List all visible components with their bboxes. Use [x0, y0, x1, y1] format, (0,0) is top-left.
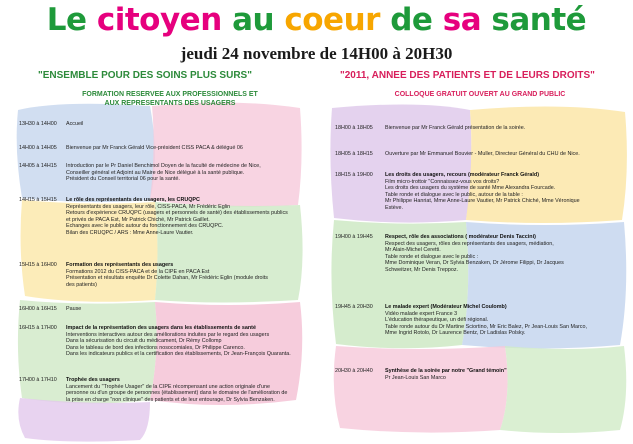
entry-time: 20H30 à 20H40 — [335, 368, 373, 374]
entry-line: L'éducation thérapeutique, un défi régional. — [385, 317, 489, 324]
entry-line: Bienvenue par Mr Franck Gérald Vice-président CISS PACA & délégué 06 — [66, 145, 243, 151]
entry-description — [66, 145, 243, 152]
entry-line: et privés de PACA Est, Mr Patrick Chiché, Mr Patrick Gaillet. — [66, 216, 210, 223]
entry-time: 16H15 à 17H00 — [19, 325, 57, 331]
title-word: de — [390, 2, 433, 38]
entry-session-title: Le rôle des représentants des usagers, les CRUQPC — [66, 197, 200, 203]
entry-line: des patients) — [66, 281, 97, 288]
left-subheading-line: FORMATION RESERVEE AUX PROFESSIONNELS ET — [82, 91, 258, 98]
left-column-subheading — [45, 90, 295, 108]
left-subheading-line: AUX REPRESENTANTS DES USAGERS — [104, 100, 236, 107]
entry-time: 14H00 à 14H05 — [19, 145, 57, 151]
entry-line: Mme Dominique Veran, Dr Sylvia Benzaken, Dr Jérome Filippi, Dr Jacques — [385, 260, 564, 267]
purple-paint-blotch — [18, 398, 150, 442]
entry-session-title: Les droits des usagers, recours (modérateur Franck Gérald) — [385, 172, 539, 178]
entry-line: Dans le tableau de bord des infections nosocomiales, Dr Philippe Carenco. — [66, 344, 245, 351]
title-word: Le — [46, 2, 87, 38]
entry-time: 18H15 à 19H00 — [335, 172, 373, 178]
entry-description — [66, 163, 261, 183]
entry-session-title: Synthèse de la soirée par notre "Grand témoin" — [385, 368, 507, 374]
entry-line: Dans les indicateurs publics et la certification des établissements, Dr Jean-François Quaranta. — [66, 351, 291, 358]
entry-description — [385, 151, 580, 158]
entry-line: Pause — [66, 306, 82, 312]
right-column-heading: "2011, ANNEE DES PATIENTS ET DE LEURS DROITS" — [340, 70, 595, 81]
entry-line: Mr Alain-Michel Ceretti. — [385, 247, 441, 254]
entry-line: Conseiller général et Adjoint au Maire de Nice délégué à la santé publique. — [66, 169, 245, 176]
entry-time: 19H45 à 20H30 — [335, 304, 373, 310]
entry-description — [66, 325, 291, 358]
entry-line: Table ronde et dialogue avec le public : — [385, 253, 479, 260]
entry-line: Respect des usagers, rôles des représentants des usagers, médiation, — [385, 240, 554, 247]
right-column-subheading — [345, 90, 615, 99]
entry-line: Présentation et résultats enquête Dr Colette Dahan, Mr Frédéric Eglin (module droits — [66, 275, 268, 282]
entry-line: personne ou d'un groupe de personnes (établissement) dans le domaine de l'amélioration de — [66, 390, 288, 397]
entry-description — [385, 304, 587, 337]
entry-line: Film micro-trottoir "Connaissez-vous vos droits? — [385, 178, 500, 185]
entry-line: Ouverture par Mr Emmanuel Bouvier - Muller, Directeur Général du CHU de Nice. — [385, 151, 580, 157]
title-word: santé — [491, 2, 587, 38]
entry-session-title: Impact de la représentation des usagers dans les établissements de santé — [66, 325, 256, 331]
entry-line: Introduction par le Pr Daniel Benchimol Doyen de la faculté de médecine de Nice, — [66, 163, 261, 169]
entry-line: la prise en charge "non clinique" des patients et de leur entourage, Dr Sylvia Benzaken. — [66, 396, 275, 403]
entry-line: Table ronde autour du Dr Martine Sciortino, Mr Eric Balez, Pr Jean-Louis San Marco, — [385, 323, 587, 330]
entry-line: Estève. — [385, 204, 403, 211]
entry-line: Formations 2012 du CISS-PACA et de la CIPE en PACA Est — [66, 268, 210, 275]
entry-line: Schweitzer, Mr Denis Treppoz. — [385, 266, 459, 273]
entry-line: Lancement du "Trophée Usager" de la CIPE récompensant une action originale d'une — [66, 383, 270, 390]
entry-line: Mr Philippe Hanriat, Mme Anne-Laure Vautier, Mr Patrick Chiché, Mme Véronique — [385, 198, 580, 205]
event-date-subtitle: jeudi 24 novembre de 14H00 à 20H30 — [180, 44, 453, 63]
entry-line: Table ronde et dialogue avec le public, autour de la table : — [385, 191, 523, 198]
entry-time: 18H05 à 18H15 — [335, 151, 373, 157]
title-word: sa — [442, 2, 482, 38]
entry-time: 19H00 à 19H45 — [335, 234, 373, 240]
entry-description — [385, 125, 525, 132]
entry-session-title: Respect, rôle des associations ( modérateur Denis Taccini) — [385, 234, 536, 240]
entry-session-title: Trophée des usagers — [66, 377, 120, 383]
title-word: coeur — [284, 2, 380, 38]
entry-line: Dans la sécurisation du circuit du médicament, Dr Rémy Collomp — [66, 338, 222, 345]
entry-time: 16H00 à 16H15 — [19, 306, 57, 312]
entry-description — [66, 121, 83, 128]
green-paint-blotch — [500, 346, 626, 433]
entry-line: Les droits des usagers du système de santé Mme Alexandra Fourcade. — [385, 185, 556, 192]
blue-paint-blotch — [17, 104, 155, 202]
entry-description — [66, 262, 268, 288]
entry-description — [385, 234, 564, 274]
entry-time: 15H15 à 16H00 — [19, 262, 57, 268]
entry-time: 14H05 à 14H15 — [19, 163, 57, 169]
entry-time: 17H00 à 17H10 — [19, 377, 57, 383]
entry-session-title: Formation des représentants des usagers — [66, 262, 174, 268]
title-word: au — [232, 2, 275, 38]
title-word: citoyen — [96, 2, 222, 38]
right-subheading-line: COLLOQUE GRATUIT OUVERT AU GRAND PUBLIC — [394, 91, 566, 98]
entry-line: Représentants des usagers, leur rôle, CISS-PACA, Mr Frédéric Eglin — [66, 203, 231, 210]
entry-description — [385, 368, 507, 381]
entry-description — [385, 172, 580, 212]
entry-time: 18H00 à 18H05 — [335, 125, 373, 131]
entry-description — [66, 197, 288, 237]
entry-line: Président du Conseil territorial 06 pour la santé. — [66, 176, 180, 183]
entry-line: Interventions interactives autour des améliorations induites par le regard des usagers — [66, 331, 270, 338]
entry-line: Accueil — [66, 121, 84, 127]
left-column-heading: "ENSEMBLE POUR DES SOINS PLUS SURS" — [38, 70, 252, 81]
entry-line: Retours d'expérience CRUQPC (usagers et personnels de santé) des établissements publics — [66, 210, 288, 217]
entry-time: 14H15 à 15H15 — [19, 197, 57, 203]
entry-description — [66, 306, 81, 313]
entry-line: Bienvenue par Mr Franck Gérald présentation de la soirée. — [385, 125, 526, 131]
entry-line: Bilan des CRUQPC / ARS : Mme Anne-Laure Vautier. — [66, 229, 194, 236]
entry-line: Pr Jean-Louis San Marco — [385, 374, 446, 381]
page-title — [0, 2, 633, 38]
pink-paint-blotch — [150, 102, 302, 206]
entry-session-title: Le malade expert (Modérateur Michel Coulomb) — [385, 304, 507, 310]
entry-line: Vidéo malade expert France 3 — [385, 310, 458, 317]
entry-line: Echanges avec le public autour du fonctionnement des CRUQPC. — [66, 223, 224, 230]
entry-line: Mme Ingrid Rotolo, Dr Laurence Bentz, Dr Ladislas Polsky. — [385, 330, 526, 337]
pink-paint-blotch — [334, 346, 508, 433]
entry-time: 13H30 à 14H00 — [19, 121, 57, 127]
entry-description — [66, 377, 287, 403]
